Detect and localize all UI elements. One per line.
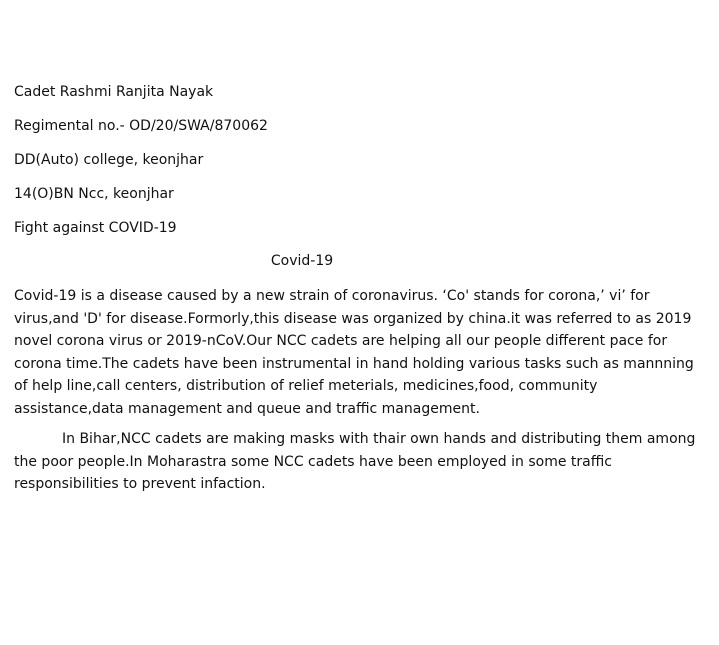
cadet-name: Cadet Rashmi Ranjita Nayak <box>14 84 214 100</box>
paragraph-2: In Bihar,NCC cadets are making masks with thair own hands and distributing them among the poor people.In Moharastra some NCC cadets have been employed in some traffic responsibilities to prevent infaction. <box>14 431 696 492</box>
battalion-name: 14(O)BN Ncc, keonjhar <box>14 186 174 202</box>
paragraph-1: Covid-19 is a disease caused by a new strain of coronavirus. ‘Co' stands for corona,’ vi’ for virus,and 'D' for disease.Formorly,this disease was organized by china.it was referred to as 2019 novel corona virus or 2019-nCoV.Our NCC cadets are helping all our people different pace for corona time.The cadets have been instrumental in hand holding various tasks such as mannning of help line,call centers, distribution of relief meterials, medicines,food, community assistance,data management and queue and traffic management. <box>14 288 694 417</box>
regimental-number: Regimental no.- OD/20/SWA/870062 <box>14 118 268 134</box>
college-name: DD(Auto) college, keonjhar <box>14 152 204 168</box>
document-title: Covid-19 <box>270 253 334 269</box>
subject-line: Fight against COVID-19 <box>14 220 177 236</box>
